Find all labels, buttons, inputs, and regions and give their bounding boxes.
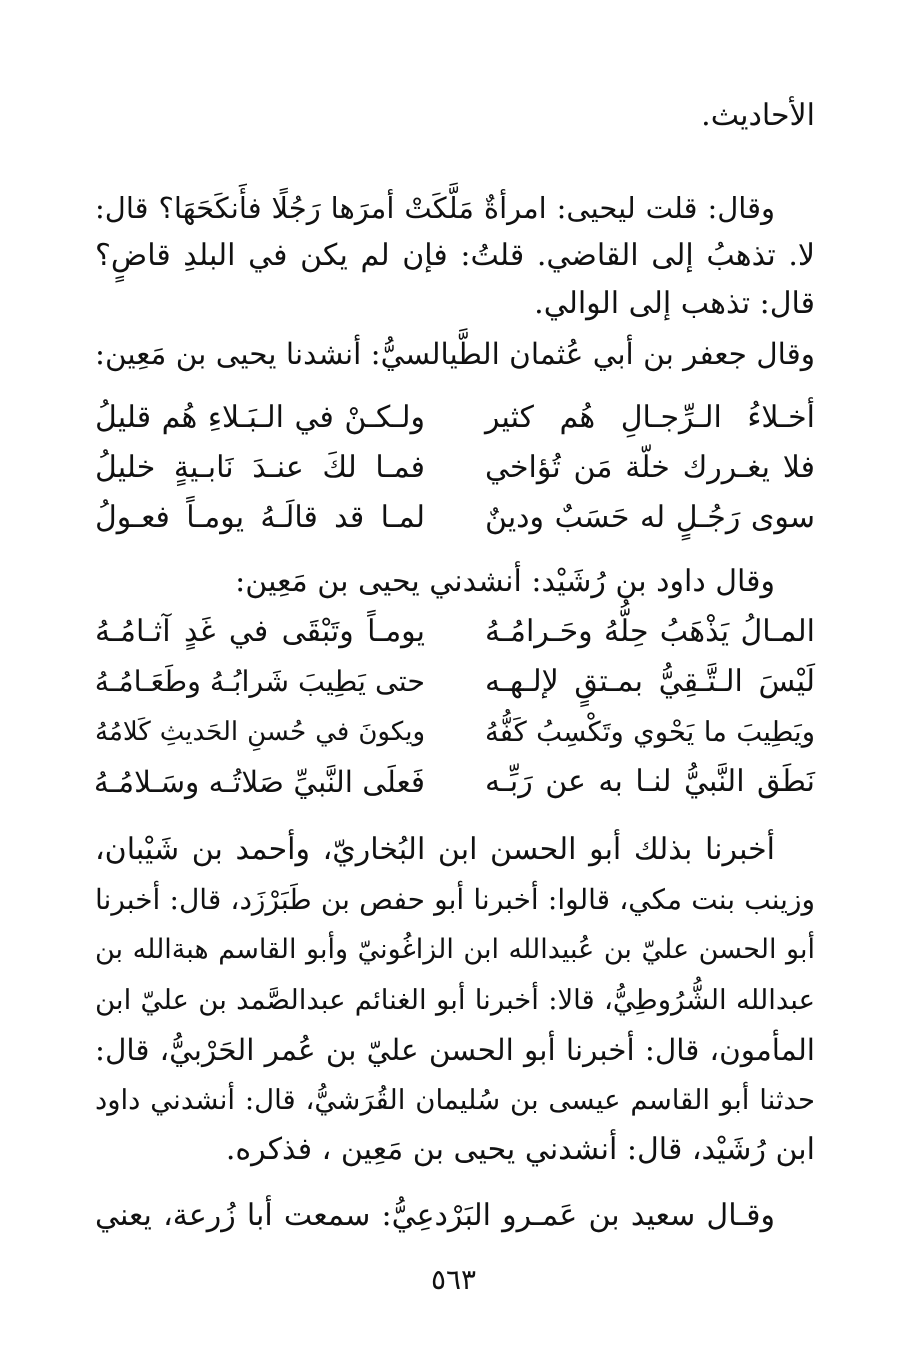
verse-second-hemistich: ويكونَ في حُسنِ الحَديثِ كَلامُهُ	[95, 717, 425, 747]
paragraph-line: المأمون، قال: أخبرنا أبو الحسن عليّ بن عُمر الحَرْبيُّ، قال:	[95, 1033, 815, 1067]
paragraph-line: أبو الحسن عليّ بن عُبيدالله ابن الزاغُونيّ وأبو القاسم هبةالله بن	[95, 934, 815, 965]
verse-first-hemistich: لَيْسَ الـتَّـقِيُّ بمـتقٍ لإلـهـه	[485, 664, 815, 699]
paragraph-line: ابن رُشَيْد، قال: أنشدني يحيى بن مَعِين ، فذكره.	[225, 1132, 815, 1167]
section-heading: الأحاديث.	[701, 98, 815, 133]
paragraph-line: أخبرنا بذلك أبو الحسن ابن البُخاريّ، وأحمد بن شَيْبان،	[95, 832, 775, 867]
paragraph-line: لا. تذهبُ إلى القاضي. قلتُ: فإن لم يكن في البلدِ قاضٍ؟	[95, 238, 815, 273]
verse-line	[95, 760, 815, 804]
verse-first-hemistich: أخـلاءُ الـرِّجـالِ هُم كثير	[485, 400, 815, 435]
verse-second-hemistich: فَعلَى النَّبيِّ صَلاتُـه وسَـلامُـهُ	[93, 765, 425, 799]
verse-first-hemistich: نَطَق النَّبيُّ لنـا به عن رَبِّـه	[485, 764, 815, 799]
verse-line	[95, 446, 815, 490]
verse-first-hemistich: ويَطِيبَ ما يَحْوي وتَكْسِبُ كَفُّهُ	[485, 716, 815, 748]
page-number: ٥٦٣	[430, 1263, 477, 1296]
verse-first-hemistich: فلا يغـررك خلّة مَن تُؤاخي	[485, 450, 815, 485]
verse-first-hemistich: المـالُ يَذْهَبُ حِلُّهُ وحَـرامُـهُ	[485, 614, 815, 649]
verse-line	[95, 396, 815, 440]
verse-line	[95, 496, 815, 540]
verse-first-hemistich: سوى رَجُـلٍ له حَسَبٌ ودينٌ	[485, 500, 815, 535]
verse-line	[95, 660, 815, 704]
paragraph-line: وزينب بنت مكي، قالوا: أخبرنا أبو حفص بن طَبَرْزَد، قال: أخبرنا	[95, 883, 815, 916]
verse-line	[95, 710, 815, 754]
verse-second-hemistich: حتى يَطِيبَ شَرابُـهُ وطَعَـامُـهُ	[94, 665, 425, 698]
verse-second-hemistich: ولـكـنْ في الـبَـلاءِ هُم قليلُ	[95, 400, 425, 435]
verse-second-hemistich: لمـا قد قالَـهُ يومـاً فعـولُ	[95, 500, 425, 535]
paragraph-line: وقـال سعيد بن عَمـرو البَرْدعِيُّ: سمعت أبا زُرعة، يعني	[95, 1198, 775, 1233]
paragraph-line: عبدالله الشُّرُوطِيُّ، قالا: أخبرنا أبو الغنائم عبدالصَّمد بن عليّ ابن	[95, 984, 815, 1016]
poem-intro: وقال جعفر بن أبي عُثمان الطَّيالسيُّ: أنشدنا يحيى بن مَعِين:	[95, 337, 815, 371]
paragraph-line: قال: تذهب إلى الوالي.	[534, 286, 815, 321]
paragraph-line: حدثنا أبو القاسم عيسى بن سُليمان القُرَشيُّ، قال: أنشدني داود	[95, 1084, 815, 1116]
verse-second-hemistich: يومـاً وتَبْقَى في غَدٍ آثـامُـهُ	[95, 614, 425, 649]
paragraph-line: وقال: قلت ليحيى: امرأةٌ مَلَّكَتْ أمرَها رَجُلًا فأَنكَحَهَا؟ قال:	[95, 191, 775, 225]
verse-line	[95, 610, 815, 654]
verse-second-hemistich: فمـا لكَ عنـدَ نَابـيةٍ خليلُ	[95, 450, 425, 485]
poem-intro: وقال داود بن رُشَيْد: أنشدني يحيى بن مَعِين:	[235, 564, 775, 599]
